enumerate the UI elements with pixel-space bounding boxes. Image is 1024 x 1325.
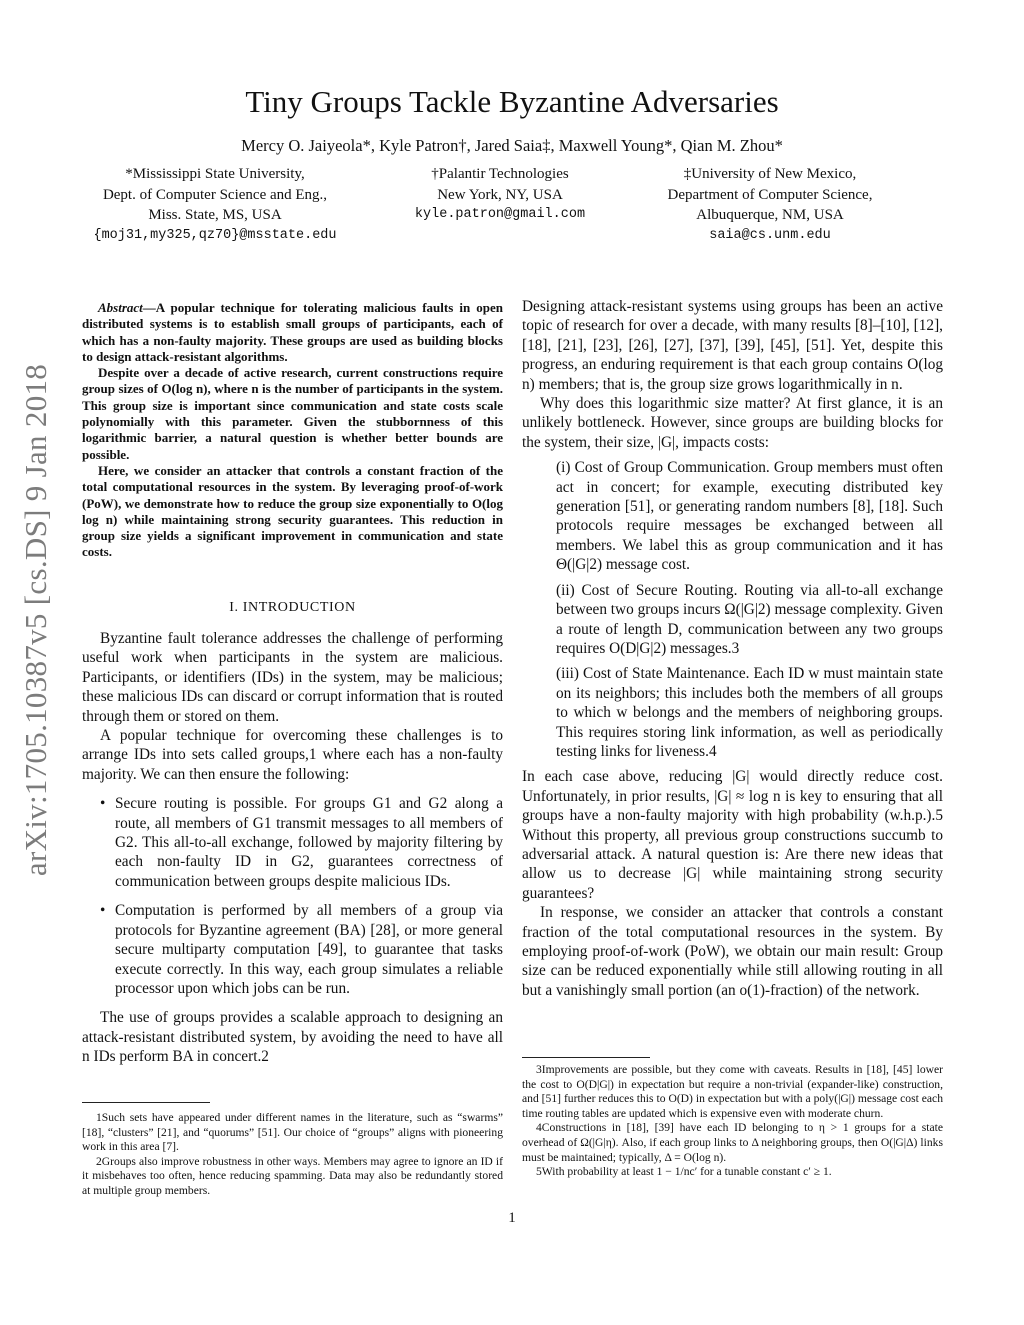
intro-paragraph-6: In each case above, reducing |G| would directly reduce cost. Unfortunately, in prior results, |G| ≈ log n is key to ensuring that all groups have a non-faulty majority with high probability (w.h.p.).5 Without this property, all previous group constructions succumb to adversarial attack. A natural question is: Are there new ideas that allow us to decrease |G| while maintaining strong security guarantees? — [522, 768, 943, 902]
section-heading-introduction: I. INTRODUCTION — [229, 600, 356, 615]
affiliation-line: Miss. State, MS, USA — [148, 207, 282, 223]
paper-title: Tiny Groups Tackle Byzantine Adversaries — [245, 84, 779, 119]
affiliation-line: Dept. of Computer Science and Eng., — [102, 186, 328, 203]
bullet-secure-routing: • Secure routing is possible. For groups G1 and G2 along a route, all members of G1 transmit messages to all members of G2. This all-to-all exchange, followed by majority filtering by each non-faulty ID in G2, guarantees correctness of communication between groups despite malicious IDs. — [82, 794, 503, 891]
cost-secure-routing: (ii) Cost of Secure Routing. Routing via all-to-all exchange between two groups incurs Ω(|G|2) message complexity. Given a route of length D, communication between any two groups requires O(D|G|2) messages.3 — [556, 581, 943, 657]
abstract-p2: Despite over a decade of active research, current constructions require group sizes of O(log n), where n is the number of participants in the system. This group size is important since communication and state costs scale polynomially with this parameter. Given the stubbornness of this logarithmic barrier, a natural question is whether better bounds are possible. — [82, 365, 503, 462]
affiliation-line: †Palantir Technologies — [431, 166, 569, 182]
footnote-rule — [82, 1102, 210, 1103]
bullet-computation: • Computation is performed by all members of a group via protocols for Byzantine agreement (BA) [28], or more general secure multiparty computation [49], to guarantee that tasks execute correctly. In this way, each group simulates a reliable processor upon which jobs can be run. — [82, 901, 503, 998]
intro-paragraph-3: The use of groups provides a scalable approach to designing an attack-resistant distributed system, by avoiding the need to have all n IDs perform BA in concert.2 — [82, 1009, 503, 1066]
footnote-3: 3Improvements are possible, but they come with caveats. Results in [18], [45] lower the cost to O(D|G|) in expectation but require a non-trivial (expander-like) construction, and [51] further reduces this to O(D) in expectation but with a poly(|G|) message cost each time routing tables are updated which is expensive even with moderate churn. — [522, 1063, 943, 1120]
abstract — [82, 300, 503, 561]
affiliation-msstate — [80, 164, 350, 246]
cost-state-maintenance: (iii) Cost of State Maintenance. Each ID w must maintain state on its neighbors; this includes both the members of all groups to which w belongs and the members of neighboring groups. This requires storing link information, as well as periodically testing links for liveness.4 — [556, 665, 943, 760]
page-number: 1 — [508, 1210, 516, 1226]
affiliation-email[interactable]: kyle.patron@gmail.com — [414, 207, 586, 222]
arxiv-stamp: arXiv:1705.10387v5 [cs.DS] 9 Jan 2018 — [18, 363, 53, 877]
left-column-body — [82, 629, 503, 1067]
intro-paragraph-5: Why does this logarithmic size matter? At first glance, it is an unlikely bottleneck. However, since groups are building blocks for the system, their size, |G|, impacts costs: — [522, 395, 943, 451]
footnote-5: 5With probability at least 1 − 1/nc′ for a tunable constant c′ ≥ 1. — [536, 1165, 832, 1179]
abstract-p1 — [82, 300, 503, 365]
affiliation-line: Department of Computer Science, — [667, 186, 873, 203]
footnote-rule — [522, 1057, 650, 1058]
footnote-4: 4Constructions in [18], [39] have each ID belonging to η > 1 groups for a state overhead of Ω(|G|η). Also, if each group links to Δ neighboring groups, then O(|G|Δ) links must be maintained; typically, Δ = O(log n). — [522, 1121, 943, 1164]
cost-group-communication: (i) Cost of Group Communication. Group members must often act in concert; for example, executing distributed key generation [51], or generating random numbers [8], [18]. Such protocols require messages be exchanged between all members. We label this as group communication and it has Θ(|G|2) message cost. — [556, 459, 943, 574]
footnote-2: 2Groups also improve robustness in other ways. Members may agree to ignore an ID if it misbehaves too often, hence reducing spamming. Data may also be redundantly stored at multiple group members. — [82, 1154, 503, 1197]
footnotes-right — [522, 1063, 943, 1180]
right-column-body — [522, 297, 943, 1000]
abstract-p3: Here, we consider an attacker that controls a constant fraction of the total computational resources in the system. By leveraging proof-of-work (PoW), we demonstrate how to reduce the group size exponentially to O(log log n) while maintaining strong security guarantees. This reduction in group size yields a significant improvement in communication and state costs. — [82, 462, 503, 560]
affiliation-line: New York, NY, USA — [437, 186, 563, 203]
author-list: Mercy O. Jaiyeola*, Kyle Patron†, Jared Saia‡, Maxwell Young*, Qian M. Zhou* — [241, 136, 783, 155]
intro-paragraph-4: Designing attack-resistant systems using groups has been an active topic of research for over a decade, with many results [8]–[10], [12], [18], [21], [23], [26], [27], [37], [39], [45], [51]. Yet, despite this progress, an enduring requirement is that each group contains O(log n) members; that is, the group size grows logarithmically in n. — [522, 298, 943, 393]
affiliation-unm — [640, 164, 900, 246]
affiliation-line: Albuquerque, NM, USA — [696, 207, 844, 223]
abstract-label: Abstract — [98, 300, 143, 315]
footnote-1: 1Such sets have appeared under different names in the literature, such as “swarms” [18], “clusters” [21], and “quorums” [51]. Our choice of “groups” aligns with pioneering work in this area [7]. — [82, 1111, 503, 1154]
affiliation-email[interactable]: {moj31,my325,qz70}@msstate.edu — [93, 227, 337, 243]
affiliation-email[interactable]: saia@cs.unm.edu — [709, 227, 831, 243]
intro-paragraph-1: Byzantine fault tolerance addresses the challenge of performing useful work when participants in the system are malicious. Participants, or identifiers (IDs) in the system, may be malicious; these malicious IDs can discard or corrupt information that is routed through them or stored on them. — [82, 630, 503, 725]
affiliation-line: *Mississippi State University, — [125, 166, 305, 182]
footnotes-left — [82, 1111, 503, 1199]
bullet-list — [82, 794, 503, 998]
affiliation-line: ‡University of New Mexico, — [683, 166, 857, 182]
abstract-text-1: —A popular technique for tolerating malicious faults in open distributed systems is to establish small groups of participants, each of which has a non-faulty majority. These groups are used as building blocks to design attack-resistant algorithms. — [82, 300, 503, 364]
intro-paragraph-7: In response, we consider an attacker that controls a constant fraction of the total computational resources in the system. By employing proof-of-work (PoW), we obtain our main result: Group size can be reduced exponentially while still allowing routing in all but a vanishingly small portion (an o(1)-fraction) of the network. — [522, 904, 943, 999]
intro-paragraph-2: A popular technique for overcoming these challenges is to arrange IDs into sets called groups,1 where each has a non-faulty majority. We can then ensure the following: — [82, 727, 503, 783]
affiliation-palantir — [390, 164, 610, 226]
cost-list — [522, 458, 943, 761]
